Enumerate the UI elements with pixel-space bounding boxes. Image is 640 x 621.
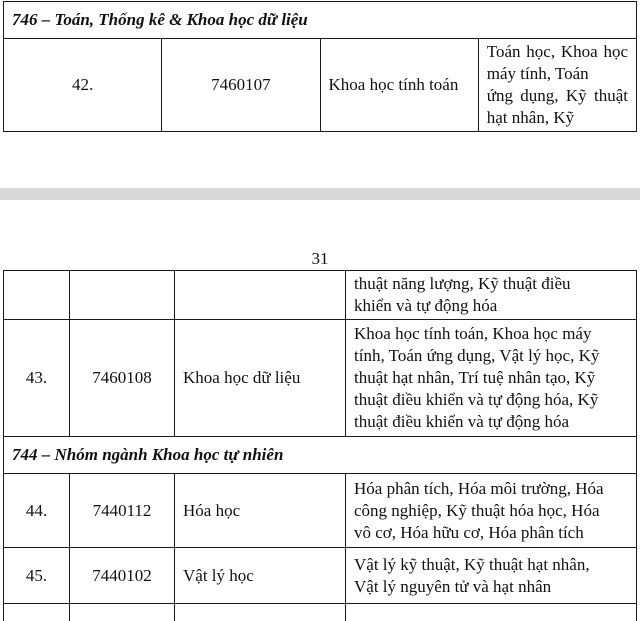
document-page-top — [0, 0, 640, 188]
program-name-empty — [175, 271, 346, 320]
programs-table-bottom — [3, 270, 637, 621]
cell-empty — [70, 604, 175, 621]
related-programs — [346, 474, 637, 548]
table-row-cutoff — [4, 604, 637, 621]
related-programs — [478, 39, 636, 132]
program-name: Khoa học tính toán — [320, 39, 478, 132]
desc-line: thuật năng lượng, Kỹ thuật điều — [354, 274, 571, 293]
desc-line: Vật lý kỹ thuật, Kỹ thuật hạt nhân, — [354, 554, 590, 574]
row-number: 42. — [4, 39, 162, 132]
group-heading-746: 746 – Toán, Thống kê & Khoa học dữ liệu — [4, 2, 637, 39]
program-code: 7440102 — [70, 548, 175, 604]
desc-line: Toán học, Khoa học máy tính, Toán — [486, 42, 628, 83]
programs-table-top — [3, 1, 637, 132]
row-number-empty — [4, 271, 70, 320]
related-programs — [346, 320, 637, 437]
table-group-row — [4, 437, 637, 474]
desc-line: ứng dụng, Kỹ thuật hạt nhân, Kỹ — [486, 86, 628, 127]
row-number: 43. — [4, 320, 70, 437]
desc-line: Hóa phân tích, Hóa môi trường, Hóa — [354, 478, 604, 498]
desc-line: Vật lý nguyên tử và hạt nhân — [354, 576, 552, 596]
document-page-bottom — [0, 200, 640, 621]
row-number: 44. — [4, 474, 70, 548]
program-code-empty — [70, 271, 175, 320]
table-row-continuation — [4, 271, 637, 320]
table-row — [4, 474, 637, 548]
cell-empty — [4, 604, 70, 621]
desc-line: thuật hạt nhân, Trí tuệ nhân tạo, Kỹ — [354, 368, 596, 387]
program-name: Khoa học dữ liệu — [175, 320, 346, 437]
group-heading-744: 744 – Nhóm ngành Khoa học tự nhiên — [4, 437, 637, 474]
desc-line: tính, Toán ứng dụng, Vật lý học, Kỹ — [354, 346, 600, 365]
cell-empty — [346, 604, 637, 621]
row-number: 45. — [4, 548, 70, 604]
desc-line: Khoa học tính toán, Khoa học máy — [354, 324, 592, 343]
program-name: Vật lý học — [175, 548, 346, 604]
table-row — [4, 39, 637, 132]
table-row — [4, 320, 637, 437]
program-code: 7460108 — [70, 320, 175, 437]
cell-empty — [175, 604, 346, 621]
desc-line: thuật điều khiển và tự động hóa — [354, 412, 570, 431]
desc-line: vô cơ, Hóa hữu cơ, Hóa phân tích — [354, 522, 584, 542]
related-programs — [346, 548, 637, 604]
table-row — [4, 548, 637, 604]
program-code: 7440112 — [70, 474, 175, 548]
page-separator — [0, 188, 640, 200]
desc-line: thuật điều khiển và tự động hóa, Kỹ — [354, 390, 599, 409]
desc-line: công nghiệp, Kỹ thuật hóa học, Hóa — [354, 500, 600, 520]
table-group-row — [4, 2, 637, 39]
related-programs-continuation — [346, 271, 637, 320]
program-name: Hóa học — [175, 474, 346, 548]
program-code: 7460107 — [162, 39, 320, 132]
page-number: 31 — [311, 249, 329, 268]
desc-line: khiển và tự động hóa — [354, 296, 498, 315]
